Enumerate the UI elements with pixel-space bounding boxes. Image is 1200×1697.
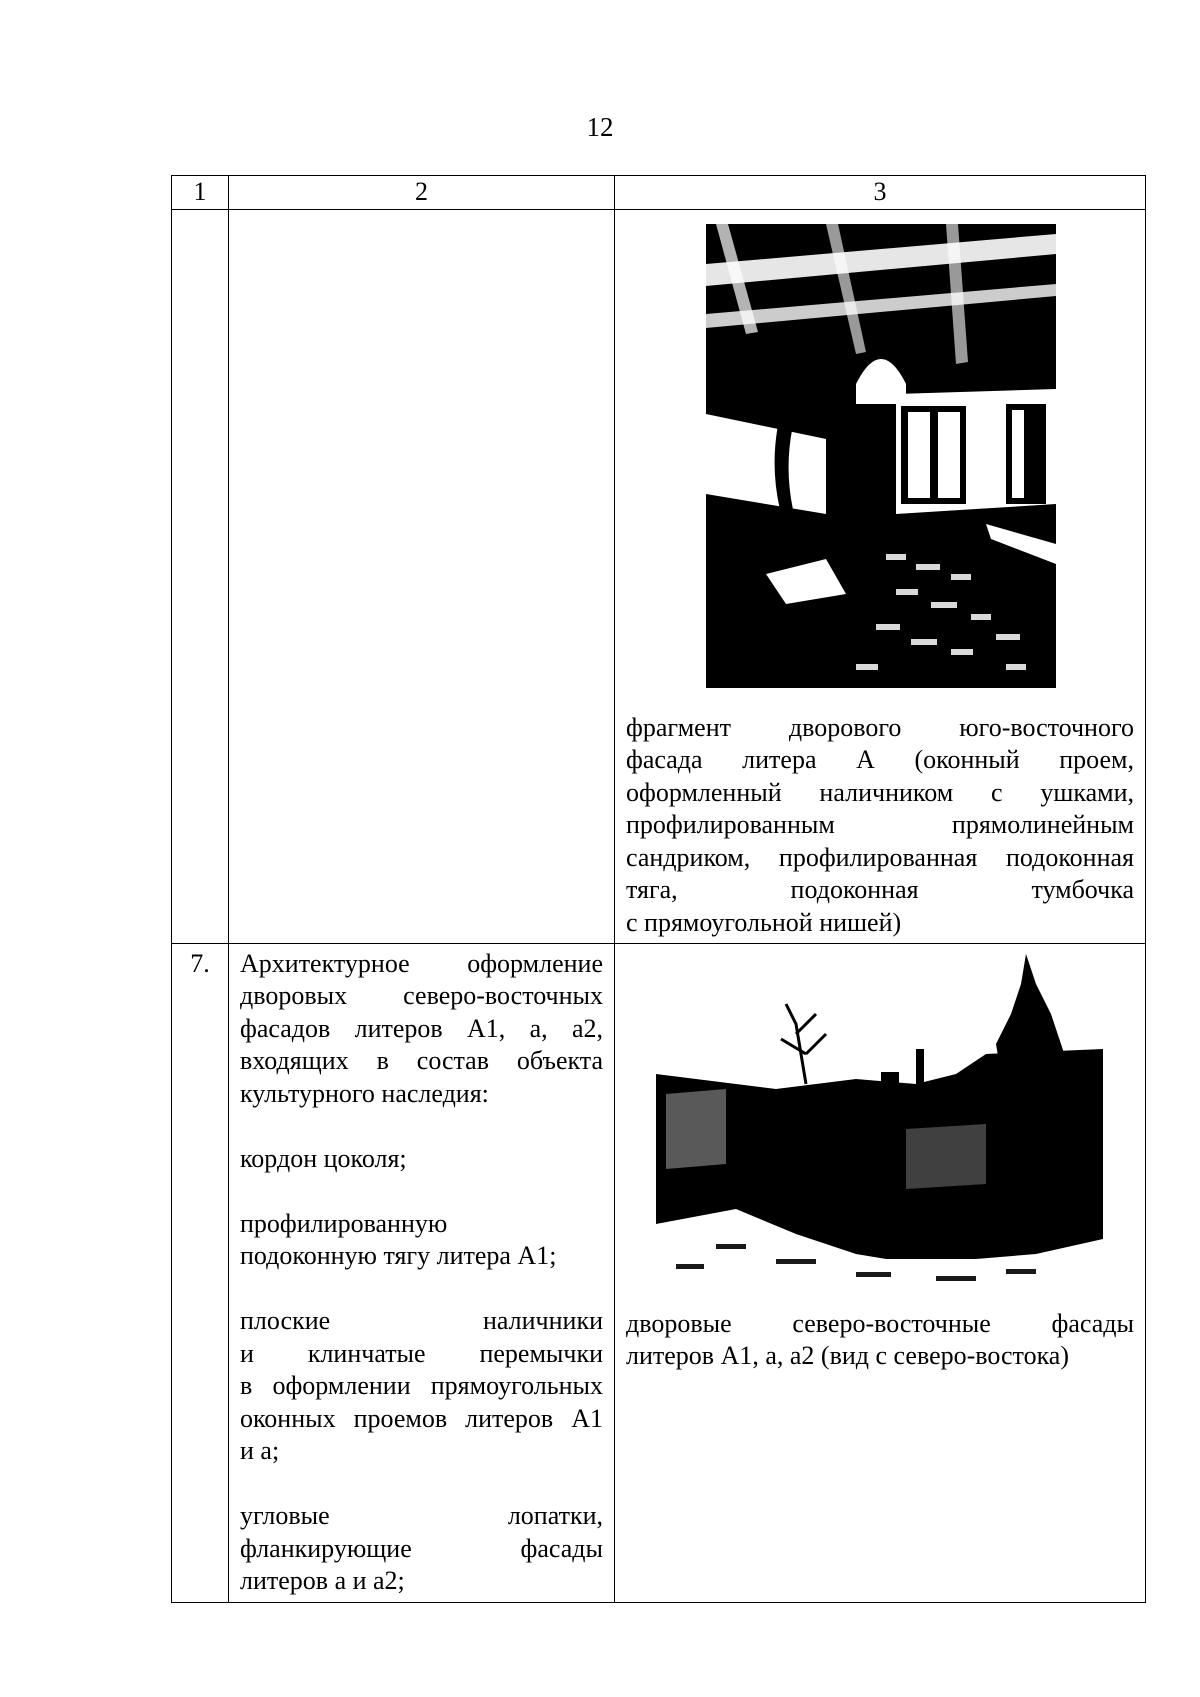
row-illustration-cell	[615, 943, 1146, 1602]
row-number: 7.	[172, 943, 229, 1602]
description-line: кордон цоколя;	[240, 1143, 407, 1173]
caption-line: сандриком, профилированная подоконная	[626, 842, 1134, 872]
photo-caption	[615, 712, 1145, 940]
description-line: входящих в состав объекта	[240, 1046, 603, 1075]
header-col-2: 2	[229, 176, 615, 210]
description-line: и клинчатые перемычки	[240, 1338, 603, 1368]
caption-line: фрагмент дворового юго-восточного	[626, 712, 1134, 742]
description-line: в оформлении прямоугольных	[240, 1371, 603, 1400]
description-paragraph	[240, 1305, 603, 1468]
description-line: фасадов литеров А1, а, а2,	[240, 1013, 603, 1043]
row-description	[229, 943, 615, 1602]
monument-elements-table	[171, 175, 1146, 1603]
table-row-continuation	[172, 209, 1146, 943]
caption-line: тяга, подоконная тумбочка	[626, 875, 1134, 904]
description-paragraph	[240, 1143, 603, 1176]
caption-line: профилированным прямолинейным	[626, 810, 1134, 839]
caption-line: с прямоугольной нишей)	[626, 907, 902, 937]
description-line: Архитектурное оформление	[240, 948, 603, 978]
description-line: профилированную	[240, 1208, 448, 1238]
description-line: фланкирующие фасады	[240, 1533, 603, 1563]
header-col-1: 1	[172, 176, 229, 210]
description-line: оконных проемов литеров А1	[240, 1403, 603, 1433]
caption-line: оформленный наличником с ушками,	[626, 777, 1134, 807]
caption-line: фасада литера А (оконный проем,	[626, 745, 1134, 774]
description-line: дворовых северо-восточных	[240, 981, 603, 1010]
row-illustration-cell	[615, 209, 1146, 943]
description-line: подоконную тягу литера А1;	[240, 1241, 557, 1270]
row-number	[172, 209, 229, 943]
table-row-7	[172, 943, 1146, 1602]
facade-fragment-photo	[706, 224, 1056, 688]
caption-line: литеров А1, а, а2 (вид с северо-востока)	[626, 1341, 1070, 1370]
description-paragraph	[240, 948, 603, 1111]
row-description-empty	[229, 209, 615, 943]
description-line: культурного наследия:	[240, 1078, 489, 1108]
description-line: и а;	[240, 1436, 280, 1465]
description-line: литеров а и а2;	[240, 1566, 405, 1595]
description-line: угловые лопатки,	[240, 1501, 603, 1530]
description-paragraph	[240, 1500, 603, 1598]
header-col-3: 3	[615, 176, 1146, 210]
description-paragraph	[240, 1208, 603, 1273]
photo-caption	[615, 1308, 1145, 1373]
facade-northeast-photo	[656, 954, 1103, 1294]
page-number: 12	[586, 112, 614, 142]
caption-line: дворовые северо-восточные фасады	[626, 1308, 1134, 1338]
description-line: плоские наличники	[240, 1306, 603, 1335]
table-header-row	[172, 176, 1146, 210]
